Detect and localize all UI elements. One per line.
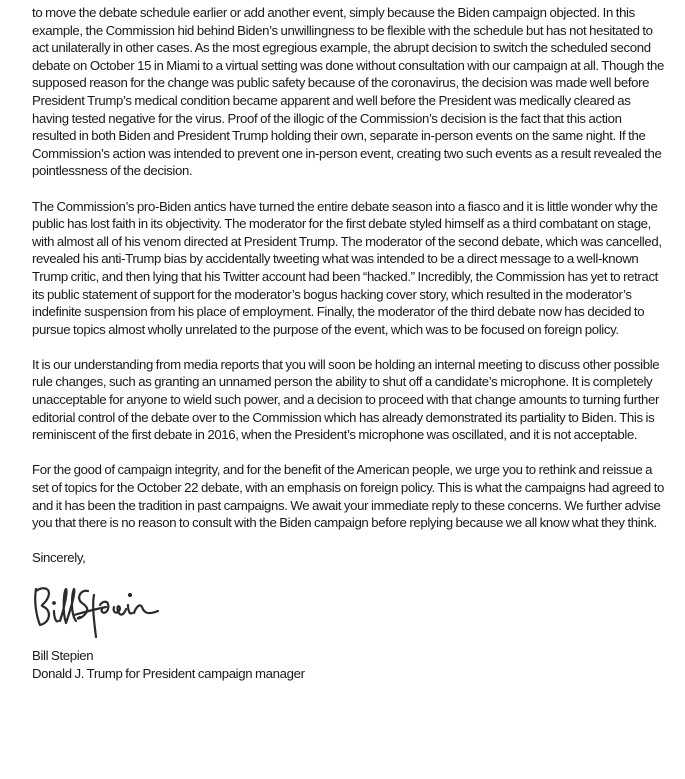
signer-name: Bill Stepien <box>32 648 94 663</box>
letter-paragraph-4: For the good of campaign integrity, and for the benefit of the American people, we urge you to rethink and reissue a set of topics for the October 22 debate, with an emphasis on foreign policy. This is what the campaigns had agreed to and it has been the tradition in past campaigns. We await your immediate reply to these concerns. We further advise you that there is no reason to consult with the Biden campaign before replying because we all know what they think. <box>32 462 665 531</box>
signer-title: Donald J. Trump for President campaign manager <box>32 665 305 681</box>
closing: Sincerely, <box>32 550 86 566</box>
letter-page <box>32 4 667 682</box>
signature-icon <box>30 581 180 643</box>
letter-paragraph-3: It is our understanding from media reports that you will soon be holding an internal meeting to discuss other possible rule changes, such as granting an unnamed person the ability to shut off a candidate’s microphone. It is completely unacceptable for anyone to wield such power, and a decision to proceed with that change amounts to turning further editorial control of the debate over to the Commission which has already demonstrated its partiality to Biden. This is reminiscent of the first debate in 2016, when the President’s microphone was oscillated, and it is not acceptable. <box>32 356 660 443</box>
letter-paragraph-2: The Commission’s pro-Biden antics have turned the entire debate season into a fiasco and it is little wonder why the public has lost faith in its objectivity. The moderator for the first debate styled himself as a third combatant on stage, with almost all of his venom directed at President Trump. The moderator of the second debate, which was cancelled, revealed his anti-Trump bias by accidentally tweeting what was intended to be a direct message to a well-known Trump critic, and then lying that his Twitter account had been “hacked.” Incredibly, the Commission has yet to retract its public statement of support for the moderator’s bogus hacking cover story, which resulted in the moderator’s indefinite suspension from his place of employment. Finally, the moderator of the third debate now has decided to pursue topics almost wholly unrelated to the purpose of the event, which was to be focused on foreign policy. <box>32 198 662 337</box>
letter-paragraph-1: to move the debate schedule earlier or add another event, simply because the Biden campaign objected. In this example, the Commission hid behind Biden’s unwillingness to be flexible with the schedule but has not hesitated to act unilaterally in other cases. As the most egregious example, the abrupt decision to switch the scheduled second debate on October 15 in Miami to a virtual setting was done without consultation with our campaign at all. Though the supposed reason for the change was public safety because of the coronavirus, the decision was made well before President Trump’s medical condition became apparent and well before the President was medically cleared as having tested negative for the virus. Proof of the illogic of the Commission’s decision is the fact that this action resulted in both Biden and President Trump holding their own, separate in-person events on the same night. If the Commission’s action was intended to prevent one in-person event, creating two such events as a result revealed the pointlessness of the decision. <box>32 5 665 179</box>
